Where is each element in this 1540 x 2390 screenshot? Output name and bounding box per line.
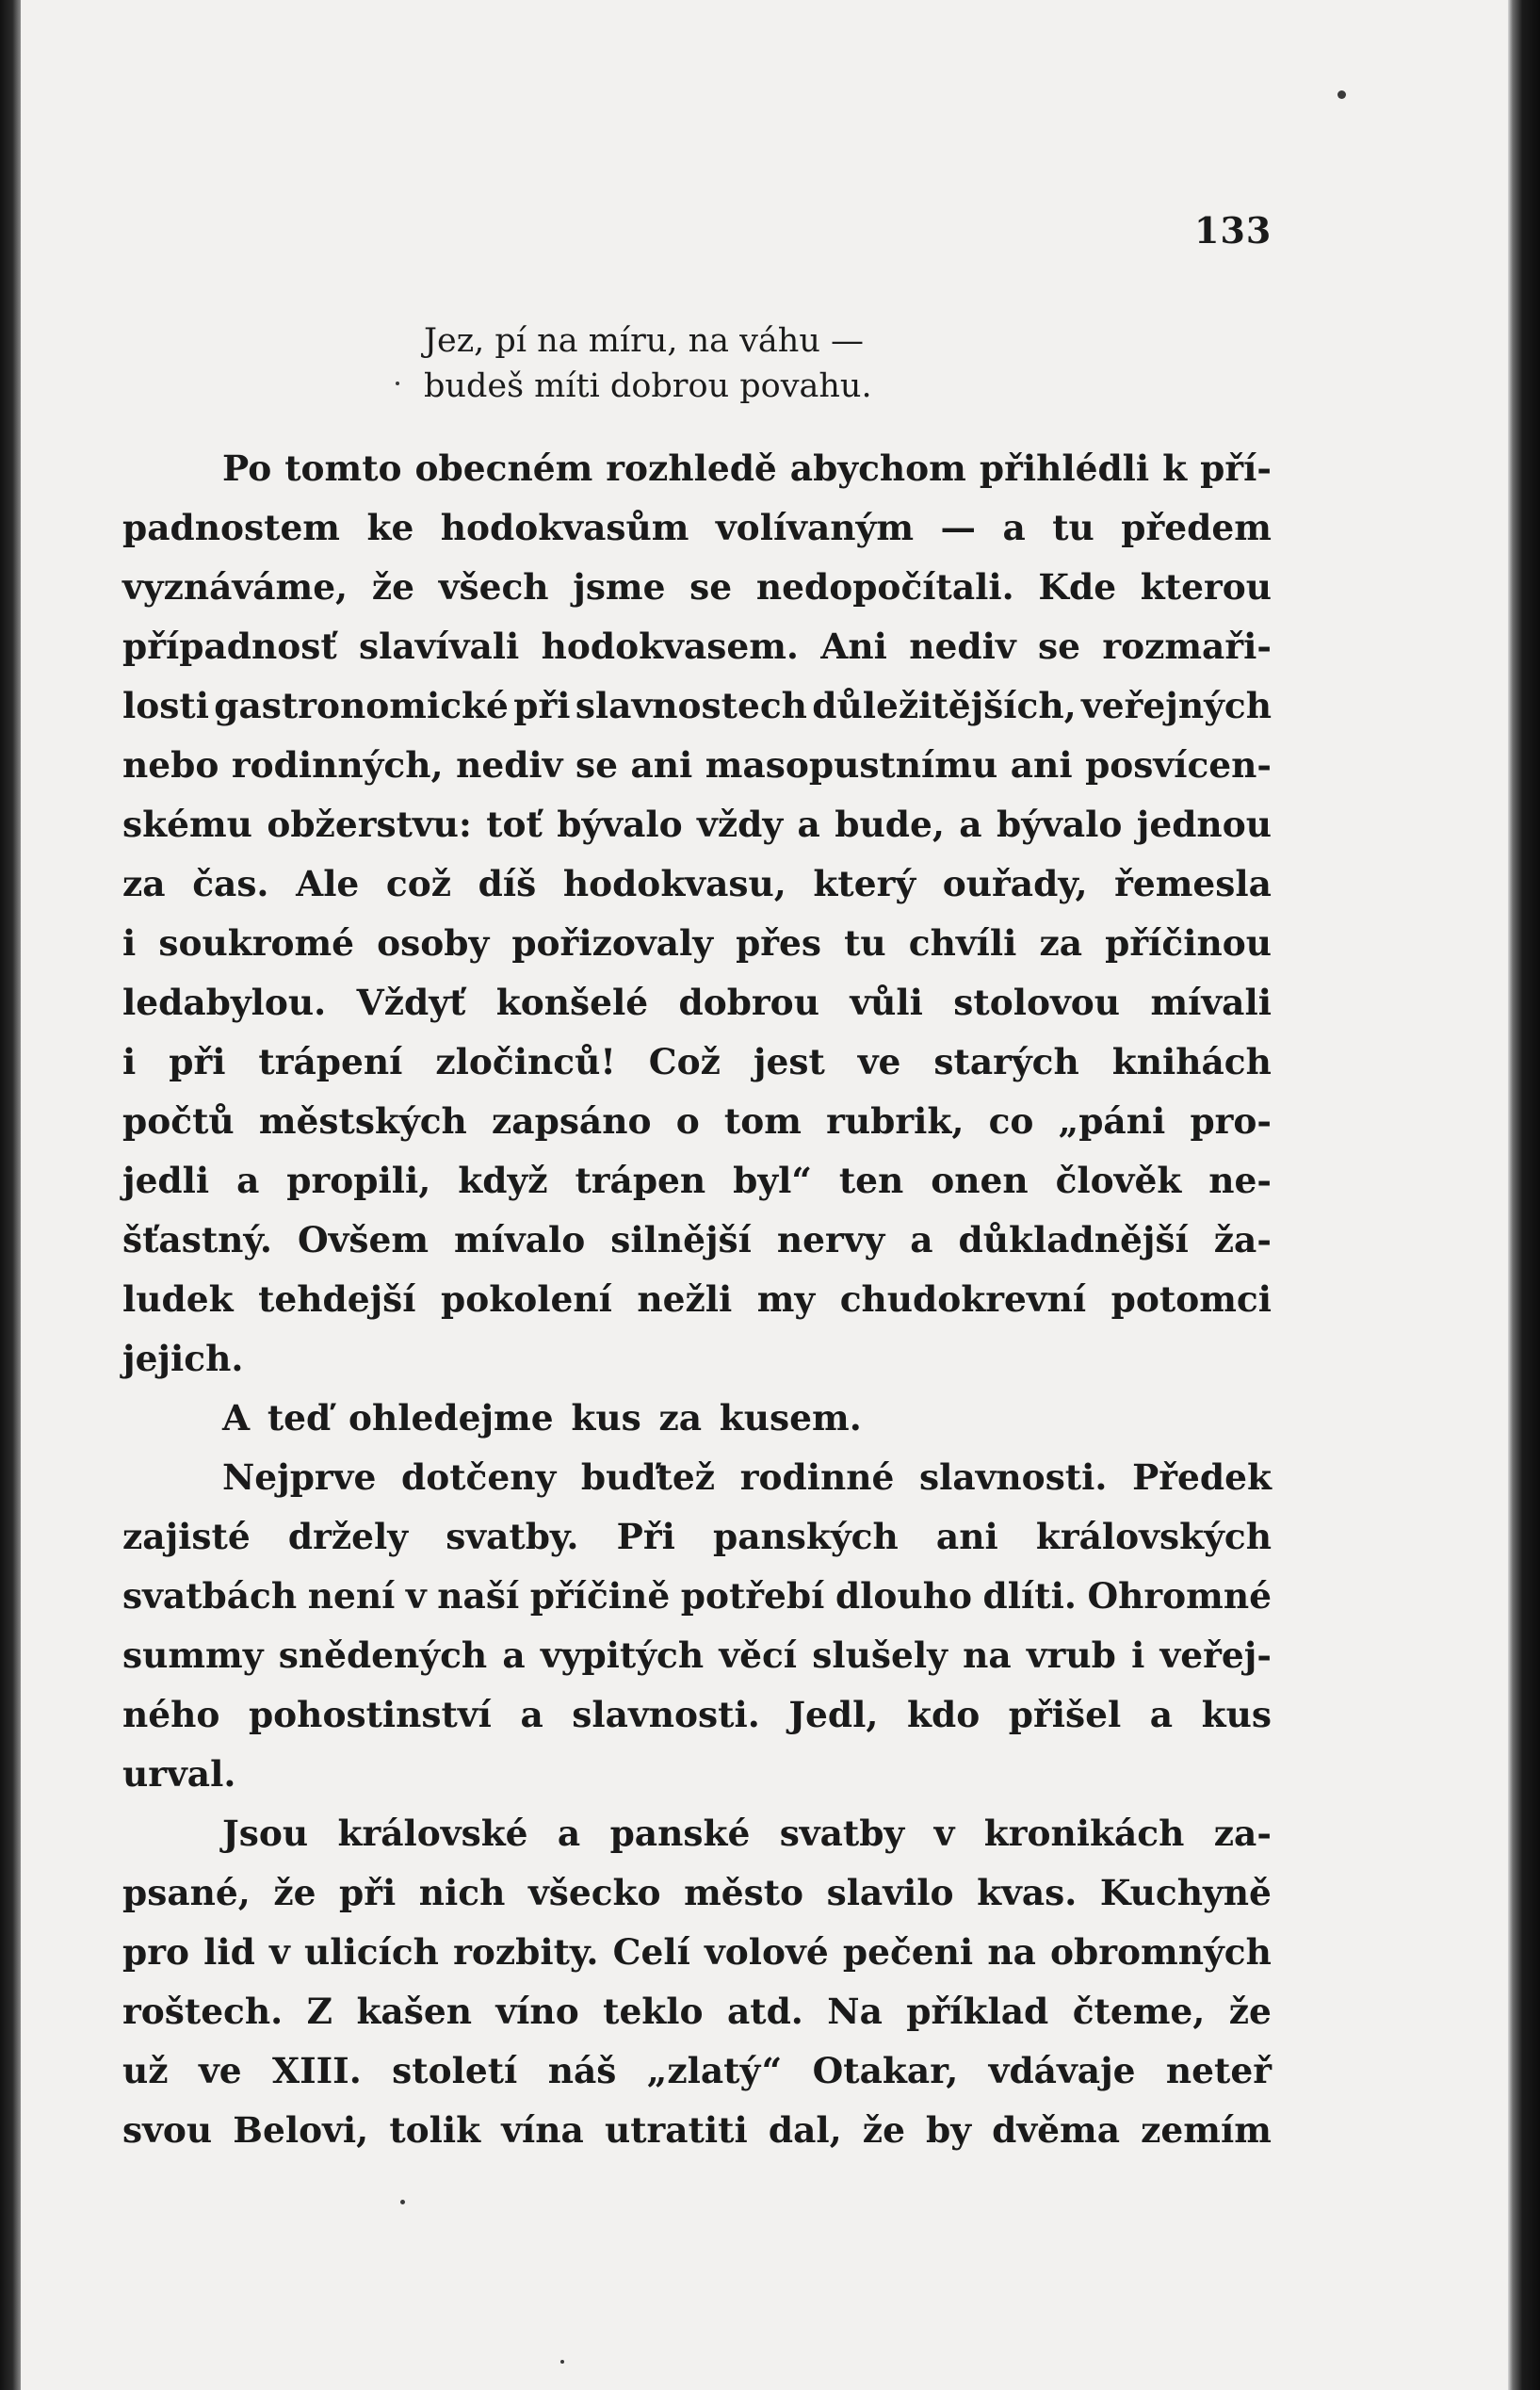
word: vrub xyxy=(1026,1634,1116,1676)
word: onen xyxy=(931,1160,1029,1201)
word: bývalo xyxy=(557,804,683,845)
word: XIII. xyxy=(272,2050,362,2091)
word: důležitějších, xyxy=(812,685,1077,726)
word: dlouho xyxy=(835,1575,972,1617)
text-line xyxy=(122,1448,1272,1507)
word: pečeni xyxy=(842,1931,974,1973)
body-text xyxy=(122,439,1272,2160)
word: nediv xyxy=(456,744,563,786)
word: padnostem xyxy=(122,507,340,548)
word: masopustnímu xyxy=(705,744,998,786)
word: chudokrevní xyxy=(839,1278,1087,1320)
word: jedli xyxy=(122,1160,210,1201)
word: ohledejme xyxy=(349,1397,554,1439)
word: panských xyxy=(713,1516,899,1557)
word: zajisté xyxy=(122,1516,251,1557)
word: slavilo xyxy=(826,1872,954,1913)
word: a xyxy=(236,1160,260,1201)
text-line xyxy=(122,1804,1272,1863)
word: a xyxy=(959,804,982,845)
text-line xyxy=(122,1745,1272,1804)
word: za xyxy=(1039,922,1083,964)
scan-speck xyxy=(560,2360,564,2364)
scanner-edge xyxy=(1508,0,1540,2390)
word: ne- xyxy=(1208,1160,1272,1201)
word: teklo xyxy=(603,1991,704,2032)
word: pro- xyxy=(1190,1100,1272,1142)
word: potřebí xyxy=(680,1575,825,1617)
word: ani xyxy=(1010,744,1073,786)
word: Belovi, xyxy=(233,2109,369,2151)
word: toť xyxy=(486,804,543,845)
word: ten xyxy=(838,1160,904,1201)
text-line xyxy=(122,1329,1272,1389)
word: Otakar, xyxy=(812,2050,959,2091)
word: urval. xyxy=(122,1753,236,1795)
word: v xyxy=(269,1931,290,1973)
text-line xyxy=(122,1567,1272,1626)
word: se xyxy=(689,566,733,608)
word: zapsáno xyxy=(492,1100,652,1142)
word: člověk xyxy=(1055,1160,1182,1201)
word: hodokvasům xyxy=(440,507,689,548)
word: ledabylou. xyxy=(122,982,327,1023)
word: Což xyxy=(648,1041,721,1082)
word: Ovšem xyxy=(297,1219,430,1260)
word: Ohromné xyxy=(1087,1575,1272,1617)
word: A xyxy=(222,1397,251,1439)
word: naší xyxy=(437,1575,520,1617)
word: což xyxy=(385,863,452,904)
word: svatby xyxy=(779,1813,905,1854)
text-line xyxy=(122,973,1272,1032)
word: kašen xyxy=(356,1991,472,2032)
word: nežli xyxy=(637,1278,733,1320)
word: ani xyxy=(935,1516,998,1557)
word: posvícen- xyxy=(1085,744,1272,786)
text-line xyxy=(122,1092,1272,1151)
text-line xyxy=(122,1389,1272,1448)
word: šťastný. xyxy=(122,1219,272,1260)
word: nich xyxy=(418,1872,506,1913)
text-line xyxy=(122,498,1272,558)
word: obromných xyxy=(1050,1931,1272,1973)
word: čas. xyxy=(192,863,269,904)
word: Nejprve xyxy=(222,1456,377,1498)
word: Kde xyxy=(1038,566,1117,608)
word: co xyxy=(988,1100,1034,1142)
scan-speck xyxy=(400,2200,405,2204)
word: vína xyxy=(501,2109,584,2151)
epigraph xyxy=(424,318,872,409)
word: město xyxy=(684,1872,804,1913)
word: konšelé xyxy=(495,982,649,1023)
word: svatbách xyxy=(122,1575,298,1617)
word: dotčeny xyxy=(400,1456,557,1498)
word: i xyxy=(122,1041,137,1082)
word: ouřady, xyxy=(942,863,1088,904)
text-line xyxy=(122,1507,1272,1567)
word: jsme xyxy=(573,566,666,608)
word: a xyxy=(502,1634,526,1676)
word: náš xyxy=(547,2050,617,2091)
word: nedopočítali. xyxy=(755,566,1014,608)
text-line xyxy=(122,558,1272,617)
word: tehdejší xyxy=(258,1278,416,1320)
word: dal, xyxy=(768,2109,842,2151)
scan-speck xyxy=(1337,90,1346,99)
word: a xyxy=(557,1813,581,1854)
word: nervy xyxy=(776,1219,885,1260)
word: veřej- xyxy=(1159,1634,1272,1676)
text-line xyxy=(122,1982,1272,2041)
word: za xyxy=(658,1397,703,1439)
word: století xyxy=(392,2050,518,2091)
word: díš xyxy=(478,863,537,904)
word: Celí xyxy=(612,1931,690,1973)
word: počtů xyxy=(122,1100,235,1142)
word: když xyxy=(458,1160,548,1201)
text-line xyxy=(122,1151,1272,1211)
word: v xyxy=(405,1575,427,1617)
word: snědených xyxy=(278,1634,488,1676)
word: slušely xyxy=(812,1634,948,1676)
word: královské xyxy=(337,1813,528,1854)
word: ve xyxy=(857,1041,901,1082)
word: všech xyxy=(438,566,549,608)
word: tom xyxy=(723,1100,802,1142)
page-number: 133 xyxy=(1194,209,1273,252)
word: přes xyxy=(736,922,822,964)
word: bývalo xyxy=(997,804,1123,845)
word: neteř xyxy=(1165,2050,1272,2091)
word: volívaným xyxy=(715,507,915,548)
text-line xyxy=(122,2041,1272,2101)
word: se xyxy=(575,744,618,786)
word: Při xyxy=(616,1516,675,1557)
word: „páni xyxy=(1058,1100,1166,1142)
word: že xyxy=(862,2109,905,2151)
binding-edge xyxy=(0,0,21,2390)
word: o xyxy=(675,1100,700,1142)
word: teď xyxy=(267,1397,332,1439)
word: tu xyxy=(844,922,886,964)
word: pohostinství xyxy=(248,1694,492,1735)
word: atd. xyxy=(726,1991,803,2032)
word: propili, xyxy=(286,1160,431,1201)
word: skému xyxy=(122,804,252,845)
word: k xyxy=(1162,447,1188,489)
word: za- xyxy=(1213,1813,1272,1854)
word: nebo xyxy=(122,744,219,786)
word: volové xyxy=(705,1931,829,1973)
word: příčině xyxy=(529,1575,671,1617)
text-line xyxy=(122,854,1272,914)
word: trápen xyxy=(575,1160,706,1201)
word: svou xyxy=(122,2109,213,2151)
text-line xyxy=(122,1685,1272,1745)
word: příčinou xyxy=(1105,922,1272,964)
word: i xyxy=(1131,1634,1145,1676)
word: případnosť xyxy=(122,626,337,667)
text-line xyxy=(122,617,1272,676)
word: psané, xyxy=(122,1872,251,1913)
word: slavívali xyxy=(359,626,520,667)
word: příklad xyxy=(906,1991,1049,2032)
word: všecko xyxy=(527,1872,661,1913)
word: se xyxy=(1037,626,1080,667)
word: ného xyxy=(122,1694,220,1735)
word: jejich. xyxy=(122,1338,244,1379)
word: že xyxy=(371,566,414,608)
word: trápení xyxy=(258,1041,403,1082)
word: abychom xyxy=(789,447,966,489)
word: „zlatý“ xyxy=(646,2050,783,2091)
word: ludek xyxy=(122,1278,234,1320)
word: bude, xyxy=(835,804,945,845)
word: silnější xyxy=(610,1219,752,1260)
word: — xyxy=(940,507,976,548)
word: veřejných xyxy=(1081,685,1272,726)
word: tu xyxy=(1052,507,1094,548)
word: pro xyxy=(122,1931,189,1973)
word: přišel xyxy=(1008,1694,1122,1735)
word: při xyxy=(513,685,571,726)
word: a xyxy=(910,1219,933,1260)
word: utratiti xyxy=(604,2109,748,2151)
word: lid xyxy=(203,1931,255,1973)
word: rubrik, xyxy=(826,1100,965,1142)
word: jednou xyxy=(1136,804,1272,845)
word: kus xyxy=(1201,1694,1272,1735)
word: při xyxy=(169,1041,226,1082)
word: ani xyxy=(630,744,693,786)
word: tomto xyxy=(284,447,402,489)
word: vůli xyxy=(850,982,923,1023)
text-line xyxy=(122,795,1272,854)
word: Ani xyxy=(820,626,887,667)
word: na xyxy=(963,1634,1012,1676)
word: kterou xyxy=(1140,566,1272,608)
word: vyznáváme, xyxy=(122,566,349,608)
word: kus xyxy=(571,1397,641,1439)
word: zločinců! xyxy=(435,1041,616,1082)
word: my xyxy=(756,1278,816,1320)
text-line xyxy=(122,1923,1272,1982)
word: obecném xyxy=(414,447,593,489)
word: že xyxy=(273,1872,316,1913)
word: který xyxy=(813,863,916,904)
word: předem xyxy=(1121,507,1272,548)
word: ža- xyxy=(1213,1219,1272,1260)
word: Kuchyně xyxy=(1099,1872,1272,1913)
text-line xyxy=(122,1032,1272,1092)
word: mívalo xyxy=(454,1219,586,1260)
word: kronikách xyxy=(983,1813,1185,1854)
word: držely xyxy=(287,1516,409,1557)
word: soukromé xyxy=(158,922,355,964)
text-line xyxy=(122,736,1272,795)
text-line xyxy=(122,676,1272,736)
word: na xyxy=(987,1931,1036,1973)
word: i xyxy=(122,922,137,964)
word: potomci xyxy=(1110,1278,1272,1320)
word: summy xyxy=(122,1634,264,1676)
word: jest xyxy=(753,1041,825,1082)
word: Po xyxy=(222,447,272,489)
word: slavnostech xyxy=(575,685,807,726)
word: vdávaje xyxy=(988,2050,1136,2091)
word: Předek xyxy=(1132,1456,1272,1498)
word: a xyxy=(520,1694,543,1735)
word: vypitých xyxy=(540,1634,705,1676)
word: Vždyť xyxy=(356,982,466,1023)
word: Jedl, xyxy=(788,1694,879,1735)
word: osoby xyxy=(377,922,490,964)
word: dobrou xyxy=(678,982,819,1023)
word: by xyxy=(926,2109,972,2151)
text-line xyxy=(122,914,1272,973)
word: a xyxy=(1002,507,1026,548)
word: při xyxy=(339,1872,397,1913)
word: královských xyxy=(1035,1516,1272,1557)
word: přihlédli xyxy=(979,447,1150,489)
word: ulicích xyxy=(303,1931,439,1973)
text-line xyxy=(122,1863,1272,1923)
text-line xyxy=(122,1211,1272,1270)
word: panské xyxy=(609,1813,751,1854)
word: ke xyxy=(366,507,414,548)
word: kusem. xyxy=(719,1397,862,1439)
word: stolovou xyxy=(953,982,1121,1023)
word: a xyxy=(1149,1694,1174,1735)
epigraph-line: Jez, pí na míru, na váhu — xyxy=(424,322,864,360)
word: obžerstvu: xyxy=(267,804,472,845)
word: pokolení xyxy=(441,1278,612,1320)
word: vždy xyxy=(697,804,784,845)
word: roštech. xyxy=(122,1991,284,2032)
epigraph-line: budeš míti dobrou povahu. xyxy=(424,367,872,405)
word: víno xyxy=(495,1991,579,2032)
word: rozbity. xyxy=(453,1931,599,1973)
word: věcí xyxy=(719,1634,798,1676)
word: knihách xyxy=(1111,1041,1272,1082)
word: rodinné xyxy=(739,1456,895,1498)
word: ve xyxy=(198,2050,242,2091)
word: není xyxy=(307,1575,396,1617)
word: nediv xyxy=(909,626,1016,667)
word: pořizovaly xyxy=(511,922,713,964)
word: mívali xyxy=(1150,982,1272,1023)
word: Jsou xyxy=(222,1813,309,1854)
text-line xyxy=(122,439,1272,498)
word: rozmaři- xyxy=(1102,626,1272,667)
word: rozhledě xyxy=(606,447,777,489)
scan-speck xyxy=(396,382,399,385)
word: čteme, xyxy=(1072,1991,1206,2032)
text-line xyxy=(122,2101,1272,2160)
word: gastronomické xyxy=(214,685,509,726)
word: Na xyxy=(827,1991,883,2032)
word: důkladnější xyxy=(958,1219,1189,1260)
word: Z xyxy=(306,1991,333,2032)
word: svatby. xyxy=(446,1516,579,1557)
word: za xyxy=(122,863,166,904)
word: řemesla xyxy=(1114,863,1272,904)
word: tolik xyxy=(389,2109,481,2151)
word: v xyxy=(933,1813,955,1854)
word: byl“ xyxy=(733,1160,812,1201)
text-line xyxy=(122,1270,1272,1329)
word: hodokvasu, xyxy=(562,863,786,904)
word: kvas. xyxy=(977,1872,1078,1913)
word: buďtež xyxy=(580,1456,716,1498)
word: rodinných, xyxy=(231,744,444,786)
word: starých xyxy=(933,1041,1079,1082)
word: zemím xyxy=(1141,2109,1272,2151)
word: kdo xyxy=(906,1694,981,1735)
text-line xyxy=(122,1626,1272,1685)
word: městských xyxy=(258,1100,467,1142)
word: losti xyxy=(122,685,209,726)
word: Ale xyxy=(296,863,360,904)
word: dlíti. xyxy=(982,1575,1077,1617)
word: slavnosti. xyxy=(918,1456,1108,1498)
word: už xyxy=(122,2050,169,2091)
word: že xyxy=(1228,1991,1272,2032)
word: pří- xyxy=(1200,447,1272,489)
word: hodokvasem. xyxy=(541,626,799,667)
word: dvěma xyxy=(992,2109,1121,2151)
word: chvíli xyxy=(908,922,1017,964)
word: a xyxy=(797,804,820,845)
word: slavnosti. xyxy=(572,1694,760,1735)
